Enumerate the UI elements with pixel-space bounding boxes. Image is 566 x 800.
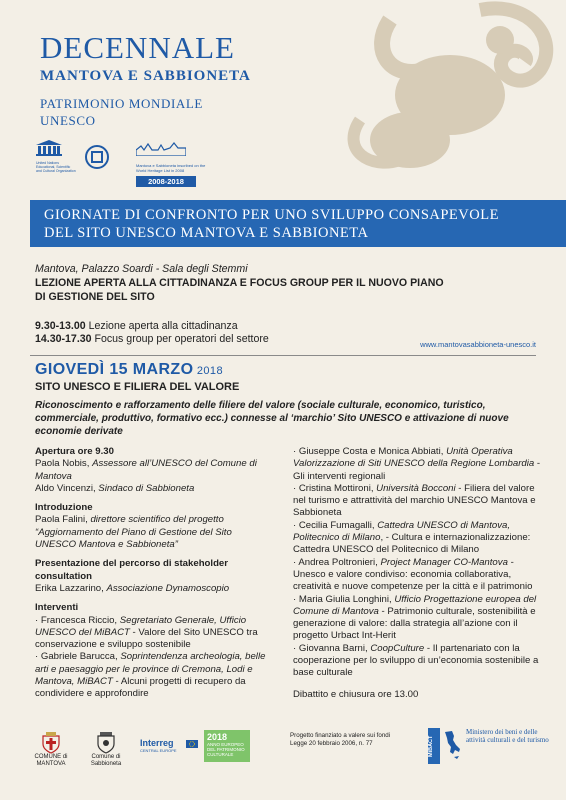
banner-line-2: DEL SITO UNESCO MANTOVA E SABBIONETA (44, 225, 369, 241)
speaker: · Cecilia Fumagalli, Cattedra UNESCO di Mantova, Politecnico di Milano, - Cultura e internazionalizzazione: Cattedra UNESCO del Politecnico di Milano (293, 519, 531, 556)
interventi-section: Interventi · Francesca Riccio, Segretariato Generale, Ufficio UNESCO del MiBACT - Valore del Sito UNESCO tra conservazione e sviluppo sostenibile · Gabriele Barucca, Soprintendenza archeologia, belle arti e paesaggio per le province di Cremona, Lodi e Mantova, MiBACT - Alcuni progetti di recupero da condividere e approfondire (35, 602, 275, 700)
page-title: DECENNALE (40, 30, 235, 65)
ornament-decoration (330, 0, 566, 170)
speaker: · Giuseppe Costa e Monica Abbiati, Unità Operativa Valorizzazione di Siti UNESCO della Regione Lombardia - Gli interventi regionali (293, 446, 541, 482)
unesco-logo (36, 140, 76, 173)
speaker: · Maria Giulia Longhini, Ufficio Progettazione europea del Comune di Mantova - Patrimonio culturale, sostenibilità e generazione di valore: dalla strategia all’azione con il progetto Urbact Int-Herit (293, 593, 537, 642)
schedule-item: 14.30-17.30 Focus group per operatori del settore (35, 333, 269, 345)
closing-note: Dibattito e chiusura ore 13.00 (293, 688, 419, 700)
eu-flag-icon (186, 740, 198, 748)
speaker: Paola Nobis, Assessore all’UNESCO del Comune di Mantova (35, 458, 257, 482)
apertura-section: Apertura ore 9.30 Paola Nobis, Assessore all’UNESCO del Comune di Mantova Aldo Vincenzi, Sindaco di Sabbioneta (35, 446, 275, 495)
mantova-sabbioneta-logo (136, 142, 216, 187)
speaker: · Gabriele Barucca, Soprintendenza archeologia, belle arti e paesaggio per le province di Cremona, Lodi e Mantova, MiBACT - Alcuni progetti di recupero da condividere e approfondire (35, 651, 266, 700)
banner-line-1: GIORNATE DI CONFRONTO PER UNO SVILUPPO CONSAPEVOLE (44, 207, 499, 223)
interreg-logo: Interreg CENTRAL EUROPE (140, 738, 196, 753)
venue-lezione-1: LEZIONE APERTA ALLA CITTADINANZA E FOCUS GROUP PER IL NUOVO PIANO (35, 277, 444, 289)
skyline-icon (136, 142, 186, 156)
venue-block (35, 262, 555, 304)
session-intro: Riconoscimento e rafforzamento delle filiere del valore (sociale culturale, economico, turistico, commerciale, produttivo, formativo ecc.) connesse al ‘marchio’ Sito UNESCO e attivazione di nuove economie derivate (35, 400, 509, 437)
presentazione-section: Presentazione del percorso di stakeholder consultation Erika Lazzarino, Associazione Dynamoscopio (35, 558, 275, 595)
event-year: 2018 (193, 365, 223, 377)
event-day: GIOVEDÌ 15 MARZO (35, 361, 194, 378)
speaker: · Cristina Mottironi, Università Bocconi - Filiera del valore nel turismo e attrattività del marchio UNESCO Mantova e Sabbioneta (293, 482, 536, 519)
comune-sabbioneta-logo: Comune di Sabbioneta (78, 732, 134, 768)
mantova-crest-icon (41, 732, 61, 754)
mantova-logo-years: 2008-2018 (136, 176, 196, 187)
program-right-column (293, 446, 541, 701)
speaker: · Giovanna Barni, CoopCulture - Il partenariato con la cooperazione per lo sviluppo di un’economia sostenibile a base culturale (293, 642, 539, 679)
speaker: Paola Falini, direttore scientifico del progetto “Aggiornamento del Piano di Gestione del Sito UNESCO Mantova e Sabbioneta” (35, 514, 232, 551)
introduzione-section: Introduzione Paola Falini, direttore scientifico del progetto “Aggiornamento del Piano di Gestione del Sito UNESCO Mantova e Sabbioneta” (35, 502, 275, 551)
comune-mantova-logo: COMUNE di MANTOVA (34, 732, 68, 768)
speaker: Aldo Vincenzi, Sindaco di Sabbioneta (35, 482, 195, 494)
italy-map-icon (442, 730, 462, 760)
speaker: · Francesca Riccio, Segretariato Generale, Ufficio UNESCO del MiBACT - Valore del Sito UNESCO tra conservazione e sviluppo sostenibile (35, 614, 258, 651)
schedule (35, 320, 269, 346)
event-date (35, 361, 223, 379)
unesco-temple-icon (36, 140, 62, 156)
funding-note: Progetto finanziato a valere sui fondi Legge 20 febbraio 2006, n. 77 (290, 732, 391, 747)
footer-logos (0, 720, 566, 800)
speaker: Erika Lazzarino, Associazione Dynamoscopio (35, 582, 230, 594)
mibact-logo: MiBACT Ministero dei beni e delle attività culturali e del turismo (428, 728, 556, 768)
page-subtitle: MANTOVA E SABBIONETA (40, 68, 251, 84)
sabbioneta-crest-icon (97, 732, 115, 754)
event-banner (30, 200, 566, 247)
world-heritage-emblem-icon (84, 144, 110, 170)
top-logos (36, 140, 236, 190)
venue-place: Mantova, Palazzo Soardi - Sala degli Stemmi (35, 263, 248, 275)
session-title: SITO UNESCO E FILIERA DEL VALORE (35, 381, 240, 393)
heritage-label: PATRIMONIO MONDIALE UNESCO (40, 96, 203, 128)
unesco-text: United Nations Educational, Scientific and Cultural Organization (36, 161, 76, 173)
website-link[interactable]: www.mantovasabbioneta-unesco.it (420, 340, 536, 349)
speaker: · Andrea Poltronieri, Project Manager CO-Mantova - Unesco e valore condiviso: economia collaborativa, creatività e nuove competenze per la città e il patrimonio (293, 556, 533, 593)
mantova-logo-text: Mantova e Sabbioneta inscribed on the World Heritage List in 2008 (136, 163, 206, 173)
venue-lezione-2: DI GESTIONE DEL SITO (35, 291, 155, 303)
anno-europeo-logo: 2018 ANNO EUROPEO DEL PATRIMONIO CULTURALE (204, 730, 250, 762)
schedule-item: 9.30-13.00 Lezione aperta alla cittadinanza (35, 320, 238, 332)
program-left-column (35, 446, 275, 708)
divider (30, 355, 536, 356)
